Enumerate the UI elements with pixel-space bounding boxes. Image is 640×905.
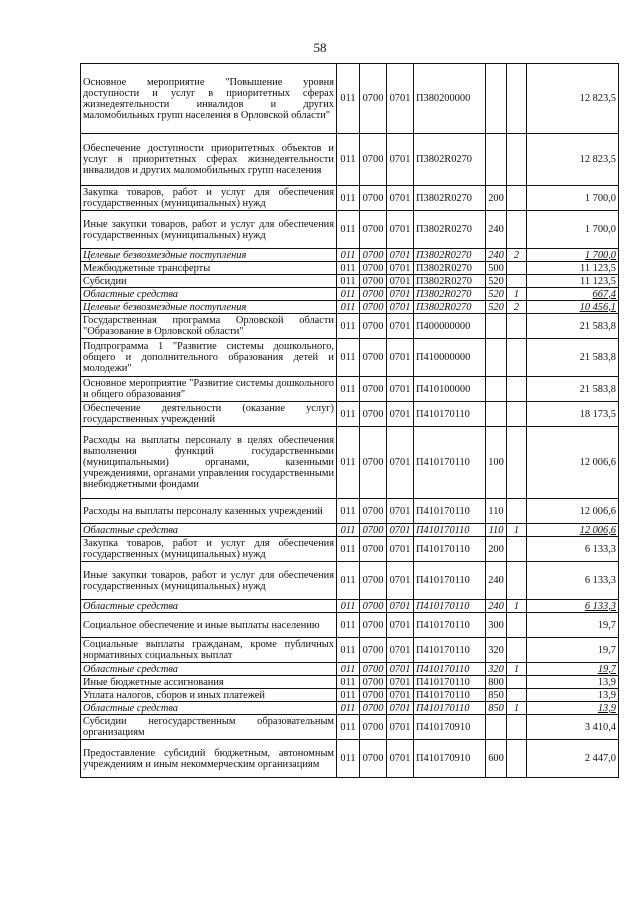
table-row <box>81 249 619 262</box>
table-row <box>81 613 619 638</box>
table-cell-target-article: П410170910 <box>414 740 486 778</box>
table-cell-grbs: 011 <box>337 715 360 740</box>
table-cell-amount: 3 410,4 <box>527 715 619 740</box>
table-cell-grbs: 011 <box>337 314 360 339</box>
table-cell-section: 0700 <box>360 676 387 689</box>
table-cell-section: 0700 <box>360 186 387 211</box>
table-cell-target-article: П410170910 <box>414 715 486 740</box>
table-cell-name: Областные средства <box>81 288 337 301</box>
table-cell-section: 0700 <box>360 499 387 524</box>
table-cell-expense-type: 300 <box>486 613 507 638</box>
table-cell-name: Расходы на выплаты персоналу в целях обеспечения выполнения функций государственными (муниципальными) органами, казенными учреждениями, органами управления государственными внебюджетными фондами <box>81 427 337 499</box>
table-cell-grbs: 011 <box>337 562 360 600</box>
table-cell-source <box>507 186 527 211</box>
table-row <box>81 600 619 613</box>
budget-table <box>80 63 619 778</box>
table-cell-grbs: 011 <box>337 702 360 715</box>
table-cell-expense-type: 100 <box>486 427 507 499</box>
table-cell-subsection: 0701 <box>387 249 414 262</box>
table-cell-section: 0700 <box>360 377 387 402</box>
table-cell-name: Социальное обеспечение и иные выплаты населению <box>81 613 337 638</box>
table-cell-expense-type: 240 <box>486 600 507 613</box>
table-row <box>81 314 619 339</box>
table-cell-amount: 1 700,0 <box>527 211 619 249</box>
table-cell-name: Государственная программа Орловской области "Образование в Орловской области" <box>81 314 337 339</box>
table-cell-section: 0700 <box>360 663 387 676</box>
table-cell-subsection: 0701 <box>387 288 414 301</box>
table-cell-source <box>507 211 527 249</box>
table-cell-expense-type: 240 <box>486 562 507 600</box>
table-cell-target-article: П410170110 <box>414 613 486 638</box>
table-cell-name: Основное мероприятие "Повышение уровня доступности и услуг в приоритетных сферах жизнедеятельности инвалидов и других маломобильных групп населения в Орловской области" <box>81 64 337 134</box>
table-cell-expense-type: 110 <box>486 499 507 524</box>
table-cell-source <box>507 715 527 740</box>
table-cell-expense-type: 850 <box>486 689 507 702</box>
table-cell-section: 0700 <box>360 402 387 427</box>
table-cell-source <box>507 638 527 663</box>
table-cell-source: 1 <box>507 663 527 676</box>
table-cell-subsection: 0701 <box>387 638 414 663</box>
table-cell-section: 0700 <box>360 740 387 778</box>
table-cell-expense-type: 110 <box>486 524 507 537</box>
table-cell-subsection: 0701 <box>387 402 414 427</box>
table-row <box>81 537 619 562</box>
table-cell-target-article: П410170110 <box>414 600 486 613</box>
table-row <box>81 740 619 778</box>
table-cell-source: 1 <box>507 702 527 715</box>
table-cell-expense-type: 240 <box>486 211 507 249</box>
table-cell-target-article: П410170110 <box>414 524 486 537</box>
table-cell-expense-type <box>486 64 507 134</box>
table-cell-name: Предоставление субсидий бюджетным, автономным учреждениям и иным некоммерческим организациям <box>81 740 337 778</box>
table-cell-target-article: П410170110 <box>414 638 486 663</box>
table-cell-amount: 12 823,5 <box>527 64 619 134</box>
table-cell-grbs: 011 <box>337 676 360 689</box>
table-cell-amount: 21 583,8 <box>527 339 619 377</box>
table-row <box>81 689 619 702</box>
table-cell-section: 0700 <box>360 249 387 262</box>
table-cell-grbs: 011 <box>337 64 360 134</box>
table-cell-target-article: П3802R0270 <box>414 186 486 211</box>
table-cell-name: Областные средства <box>81 702 337 715</box>
table-cell-target-article: П410170110 <box>414 402 486 427</box>
table-cell-amount: 12 823,5 <box>527 134 619 186</box>
table-cell-grbs: 011 <box>337 600 360 613</box>
table-cell-amount: 2 447,0 <box>527 740 619 778</box>
table-row <box>81 427 619 499</box>
table-cell-source <box>507 339 527 377</box>
table-cell-target-article: П3802R0270 <box>414 211 486 249</box>
table-cell-expense-type <box>486 314 507 339</box>
table-cell-expense-type: 320 <box>486 638 507 663</box>
table-cell-subsection: 0701 <box>387 499 414 524</box>
table-cell-section: 0700 <box>360 301 387 314</box>
table-cell-amount: 6 133,3 <box>527 537 619 562</box>
table-body <box>81 64 619 778</box>
table-cell-grbs: 011 <box>337 689 360 702</box>
table-cell-target-article: П410170110 <box>414 562 486 600</box>
table-cell-target-article: П410000000 <box>414 339 486 377</box>
table-cell-subsection: 0701 <box>387 600 414 613</box>
table-cell-source <box>507 562 527 600</box>
table-cell-subsection: 0701 <box>387 211 414 249</box>
table-cell-name: Подпрограмма 1 "Развитие системы дошкольного, общего и дополнительного образования детей и молодежи" <box>81 339 337 377</box>
table-cell-source <box>507 262 527 275</box>
table-cell-target-article: П3802R0270 <box>414 134 486 186</box>
table-cell-name: Закупка товаров, работ и услуг для обеспечения государственных (муниципальных) нужд <box>81 186 337 211</box>
table-cell-grbs: 011 <box>337 638 360 663</box>
table-cell-target-article: П3802R0270 <box>414 301 486 314</box>
table-cell-name: Уплата налогов, сборов и иных платежей <box>81 689 337 702</box>
table-row <box>81 562 619 600</box>
table-cell-expense-type: 500 <box>486 262 507 275</box>
table-cell-grbs: 011 <box>337 613 360 638</box>
table-cell-expense-type: 520 <box>486 301 507 314</box>
table-cell-section: 0700 <box>360 427 387 499</box>
table-cell-amount: 19,7 <box>527 638 619 663</box>
table-cell-source: 2 <box>507 301 527 314</box>
table-cell-source <box>507 740 527 778</box>
table-cell-subsection: 0701 <box>387 537 414 562</box>
table-cell-name: Субсидии негосударственным образовательным организациям <box>81 715 337 740</box>
table-cell-name: Иные закупки товаров, работ и услуг для обеспечения государственных (муниципальных) нужд <box>81 562 337 600</box>
table-cell-grbs: 011 <box>337 275 360 288</box>
table-cell-name: Иные закупки товаров, работ и услуг для обеспечения государственных (муниципальных) нужд <box>81 211 337 249</box>
table-cell-section: 0700 <box>360 64 387 134</box>
table-cell-amount: 12 006,6 <box>527 427 619 499</box>
table-cell-target-article: П410100000 <box>414 377 486 402</box>
table-cell-amount: 1 700,0 <box>527 186 619 211</box>
table-cell-subsection: 0701 <box>387 562 414 600</box>
table-row <box>81 64 619 134</box>
table-row <box>81 339 619 377</box>
table-row <box>81 638 619 663</box>
table-cell-subsection: 0701 <box>387 377 414 402</box>
table-row <box>81 499 619 524</box>
table-cell-grbs: 011 <box>337 499 360 524</box>
table-cell-amount: 21 583,8 <box>527 377 619 402</box>
table-cell-target-article: П3802R0270 <box>414 275 486 288</box>
table-cell-section: 0700 <box>360 288 387 301</box>
table-cell-name: Субсидии <box>81 275 337 288</box>
table-cell-target-article: П410170110 <box>414 663 486 676</box>
table-cell-amount: 19,7 <box>527 613 619 638</box>
table-cell-source <box>507 402 527 427</box>
table-cell-name: Целевые безвозмездные поступления <box>81 249 337 262</box>
table-cell-subsection: 0701 <box>387 740 414 778</box>
table-cell-target-article: П3802R0270 <box>414 262 486 275</box>
table-cell-expense-type: 520 <box>486 288 507 301</box>
table-cell-source <box>507 314 527 339</box>
table-cell-subsection: 0701 <box>387 613 414 638</box>
table-cell-amount: 13,9 <box>527 702 619 715</box>
table-cell-source <box>507 689 527 702</box>
table-cell-grbs: 011 <box>337 402 360 427</box>
table-cell-expense-type: 200 <box>486 537 507 562</box>
table-cell-grbs: 011 <box>337 288 360 301</box>
table-cell-grbs: 011 <box>337 524 360 537</box>
table-cell-subsection: 0701 <box>387 676 414 689</box>
table-cell-name: Областные средства <box>81 600 337 613</box>
table-cell-expense-type: 800 <box>486 676 507 689</box>
table-cell-source <box>507 499 527 524</box>
table-cell-subsection: 0701 <box>387 663 414 676</box>
table-cell-section: 0700 <box>360 613 387 638</box>
table-cell-name: Целевые безвозмездные поступления <box>81 301 337 314</box>
table-cell-subsection: 0701 <box>387 314 414 339</box>
table-cell-grbs: 011 <box>337 663 360 676</box>
table-cell-source: 1 <box>507 524 527 537</box>
table-row <box>81 301 619 314</box>
table-cell-grbs: 011 <box>337 262 360 275</box>
table-cell-subsection: 0701 <box>387 427 414 499</box>
table-cell-name: Межбюджетные трансферты <box>81 262 337 275</box>
table-cell-target-article: П410170110 <box>414 427 486 499</box>
table-cell-source <box>507 134 527 186</box>
table-cell-target-article: П410170110 <box>414 689 486 702</box>
table-cell-subsection: 0701 <box>387 702 414 715</box>
table-cell-subsection: 0701 <box>387 275 414 288</box>
table-cell-subsection: 0701 <box>387 715 414 740</box>
table-row <box>81 134 619 186</box>
table-cell-amount: 1 700,0 <box>527 249 619 262</box>
table-cell-section: 0700 <box>360 262 387 275</box>
table-cell-expense-type <box>486 134 507 186</box>
table-row <box>81 288 619 301</box>
table-cell-source <box>507 537 527 562</box>
table-cell-grbs: 011 <box>337 427 360 499</box>
table-cell-grbs: 011 <box>337 134 360 186</box>
table-cell-target-article: П410170110 <box>414 537 486 562</box>
table-cell-name: Иные бюджетные ассигнования <box>81 676 337 689</box>
table-cell-section: 0700 <box>360 134 387 186</box>
page-number: 58 <box>313 40 327 55</box>
table-cell-source: 2 <box>507 249 527 262</box>
table-row <box>81 275 619 288</box>
table-cell-name: Обеспечение доступности приоритетных объектов и услуг в приоритетных сферах жизнедеятельности инвалидов и других маломобильных групп населения <box>81 134 337 186</box>
table-cell-target-article: П400000000 <box>414 314 486 339</box>
table-cell-amount: 11 123,5 <box>527 262 619 275</box>
table-cell-subsection: 0701 <box>387 339 414 377</box>
table-cell-amount: 667,4 <box>527 288 619 301</box>
table-cell-target-article: П410170110 <box>414 499 486 524</box>
table-row <box>81 524 619 537</box>
table-cell-amount: 10 456,1 <box>527 301 619 314</box>
table-cell-name: Областные средства <box>81 663 337 676</box>
table-cell-expense-type: 850 <box>486 702 507 715</box>
table-cell-expense-type <box>486 402 507 427</box>
table-cell-section: 0700 <box>360 537 387 562</box>
table-cell-expense-type: 200 <box>486 186 507 211</box>
table-cell-target-article: П3802R0270 <box>414 249 486 262</box>
table-row <box>81 402 619 427</box>
table-cell-expense-type <box>486 715 507 740</box>
table-cell-section: 0700 <box>360 600 387 613</box>
table-cell-amount: 12 006,6 <box>527 524 619 537</box>
table-cell-amount: 21 583,8 <box>527 314 619 339</box>
table-cell-amount: 6 133,3 <box>527 562 619 600</box>
table-cell-section: 0700 <box>360 715 387 740</box>
table-cell-subsection: 0701 <box>387 301 414 314</box>
table-cell-expense-type: 600 <box>486 740 507 778</box>
table-cell-section: 0700 <box>360 638 387 663</box>
table-cell-subsection: 0701 <box>387 186 414 211</box>
table-cell-amount: 18 173,5 <box>527 402 619 427</box>
table-row <box>81 262 619 275</box>
table-cell-expense-type <box>486 377 507 402</box>
table-cell-subsection: 0701 <box>387 64 414 134</box>
table-cell-source <box>507 377 527 402</box>
table-cell-expense-type <box>486 339 507 377</box>
table-cell-subsection: 0701 <box>387 134 414 186</box>
table-cell-grbs: 011 <box>337 377 360 402</box>
table-row <box>81 186 619 211</box>
table-cell-amount: 13,9 <box>527 689 619 702</box>
table-cell-grbs: 011 <box>337 537 360 562</box>
table-cell-target-article: П410170110 <box>414 676 486 689</box>
table-cell-amount: 12 006,6 <box>527 499 619 524</box>
table-cell-name: Обеспечение деятельности (оказание услуг) государственных учреждений <box>81 402 337 427</box>
table-cell-grbs: 011 <box>337 740 360 778</box>
table-cell-amount: 11 123,5 <box>527 275 619 288</box>
table-cell-target-article: П3802R0270 <box>414 288 486 301</box>
table-cell-section: 0700 <box>360 702 387 715</box>
table-cell-expense-type: 240 <box>486 249 507 262</box>
table-row <box>81 715 619 740</box>
table-cell-target-article: П410170110 <box>414 702 486 715</box>
table-row <box>81 702 619 715</box>
table-cell-section: 0700 <box>360 689 387 702</box>
table-cell-source <box>507 613 527 638</box>
table-cell-name: Социальные выплаты гражданам, кроме публичных нормативных социальных выплат <box>81 638 337 663</box>
table-row <box>81 663 619 676</box>
table-cell-section: 0700 <box>360 275 387 288</box>
table-cell-grbs: 011 <box>337 249 360 262</box>
table-cell-source <box>507 676 527 689</box>
table-cell-name: Основное мероприятие "Развитие системы дошкольного и общего образования" <box>81 377 337 402</box>
table-cell-amount: 6 133,3 <box>527 600 619 613</box>
table-cell-grbs: 011 <box>337 211 360 249</box>
table-cell-source <box>507 427 527 499</box>
table-cell-section: 0700 <box>360 339 387 377</box>
table-cell-grbs: 011 <box>337 301 360 314</box>
table-cell-grbs: 011 <box>337 339 360 377</box>
table-cell-amount: 19,7 <box>527 663 619 676</box>
table-cell-expense-type: 520 <box>486 275 507 288</box>
table-cell-expense-type: 320 <box>486 663 507 676</box>
table-cell-section: 0700 <box>360 314 387 339</box>
table-cell-amount: 13,9 <box>527 676 619 689</box>
table-row <box>81 211 619 249</box>
table-cell-name: Закупка товаров, работ и услуг для обеспечения государственных (муниципальных) нужд <box>81 537 337 562</box>
table-cell-source <box>507 64 527 134</box>
table-row <box>81 377 619 402</box>
table-cell-source: 1 <box>507 288 527 301</box>
table-cell-source <box>507 275 527 288</box>
table-cell-section: 0700 <box>360 562 387 600</box>
table-cell-section: 0700 <box>360 524 387 537</box>
table-cell-subsection: 0701 <box>387 262 414 275</box>
table-cell-subsection: 0701 <box>387 689 414 702</box>
table-cell-subsection: 0701 <box>387 524 414 537</box>
table-cell-grbs: 011 <box>337 186 360 211</box>
table-cell-target-article: П380200000 <box>414 64 486 134</box>
table-cell-source: 1 <box>507 600 527 613</box>
table-cell-section: 0700 <box>360 211 387 249</box>
table-cell-name: Областные средства <box>81 524 337 537</box>
table-cell-name: Расходы на выплаты персоналу казенных учреждений <box>81 499 337 524</box>
table-row <box>81 676 619 689</box>
